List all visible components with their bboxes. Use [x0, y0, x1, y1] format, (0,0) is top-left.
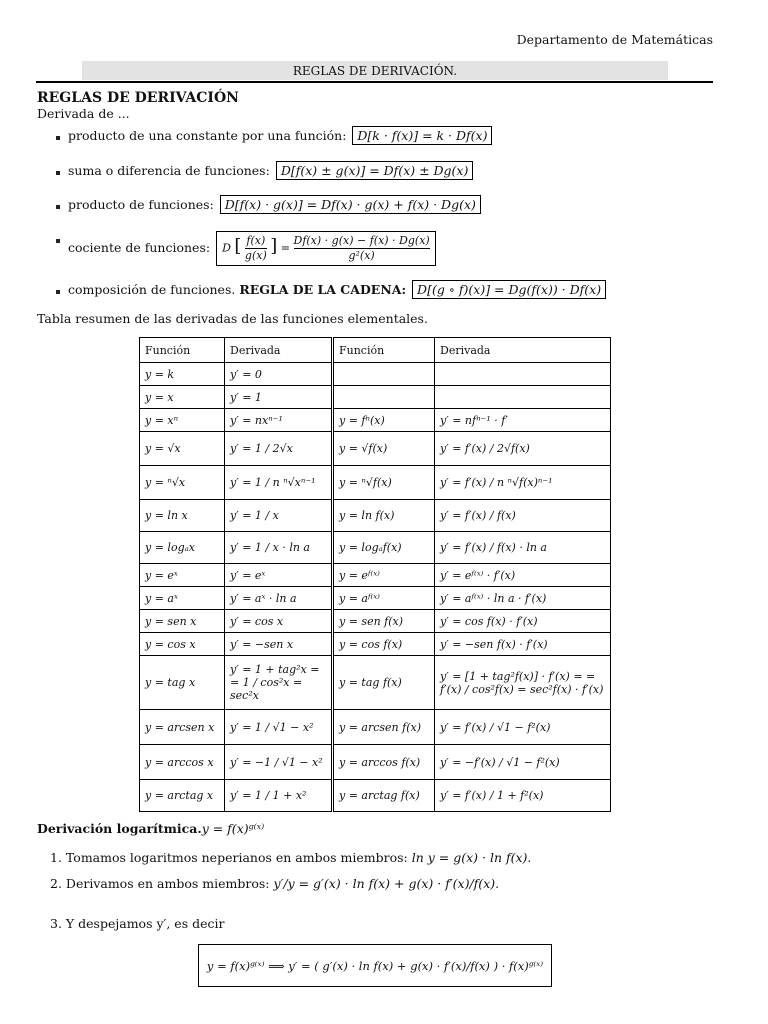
table-cell: y = sen x	[140, 610, 225, 633]
rule-quotient	[56, 231, 436, 266]
table-cell	[435, 386, 611, 409]
rule-label: cociente de funciones:	[68, 240, 211, 255]
table-header-cell: Función	[333, 338, 435, 363]
table-row	[140, 745, 611, 780]
table-row	[140, 656, 611, 710]
table-cell: y = ⁿ√f(x)	[333, 466, 435, 500]
table-cell: y′ = aˣ · ln a	[225, 587, 333, 610]
rule-label: composición de funciones.	[68, 282, 236, 297]
derivatives-table	[139, 337, 611, 812]
rule-formula: D[k · f(x)] = k · Df(x)	[352, 126, 492, 145]
rule-formula: D [ $\frac{f(x)}{g(x)}$ ] = $\frac{Df(x) \cdot g(x) - f(x) \cdot Dg(x)}{\text{g²(x)}}$	[216, 231, 436, 266]
table-cell: y′ = 1 + tag²x = = 1 / cos²x = sec²x	[225, 656, 333, 710]
step-2: 2. Derivamos en ambos miembros: y′/y = g′(x) · ln f(x) + g(x) · f′(x)/f(x).	[50, 876, 500, 891]
table-row	[140, 587, 611, 610]
rule-chain	[56, 282, 606, 297]
rule-formula: D[(g ∘ f)(x)] = Dg(f(x)) · Df(x)	[412, 280, 606, 299]
rule-formula: D[f(x) · g(x)] = Df(x) · g(x) + f(x) · Dg(x)	[220, 195, 481, 214]
table-cell: y′ = nfⁿ⁻¹ · f′	[435, 409, 611, 432]
table-cell: y = tag f(x)	[333, 656, 435, 710]
table-cell: y′ = f′(x) / n ⁿ√f(x)ⁿ⁻¹	[435, 466, 611, 500]
table-cell: y = logₐf(x)	[333, 532, 435, 564]
table-cell: y′ = −sen f(x) · f′(x)	[435, 633, 611, 656]
table-cell: y′ = −f′(x) / √1 − f²(x)	[435, 745, 611, 780]
table-header-row	[140, 338, 611, 363]
rule-label: producto de una constante por una función:	[68, 128, 347, 143]
table-row	[140, 633, 611, 656]
table-cell: y′ = cos x	[225, 610, 333, 633]
table-header-cell: Función	[140, 338, 225, 363]
table-cell: y = fⁿ(x)	[333, 409, 435, 432]
table-cell: y = arccos x	[140, 745, 225, 780]
document-title-bar: REGLAS DE DERIVACIÓN.	[82, 61, 668, 80]
table-cell: y = √x	[140, 432, 225, 466]
table-row	[140, 363, 611, 386]
table-row	[140, 409, 611, 432]
table-row	[140, 564, 611, 587]
table-cell: y = k	[140, 363, 225, 386]
final-formula-box: y = f(x)ᵍ⁽ˣ⁾ ⟹ y′ = ( g′(x) · ln f(x) + g(x) · f′(x)/f(x) ) · f(x)ᵍ⁽ˣ⁾	[198, 944, 552, 987]
table-row	[140, 710, 611, 745]
table-row	[140, 610, 611, 633]
rule-label: producto de funciones:	[68, 197, 214, 212]
table-row	[140, 432, 611, 466]
table-cell: y′ = f′(x) / f(x) · ln a	[435, 532, 611, 564]
table-cell: y = aᶠ⁽ˣ⁾	[333, 587, 435, 610]
table-cell: y = x	[140, 386, 225, 409]
header-rule	[36, 81, 713, 83]
table-cell	[333, 386, 435, 409]
table-cell: y′ = 1	[225, 386, 333, 409]
table-cell	[435, 363, 611, 386]
step-3: 3. Y despejamos y′, es decir	[50, 916, 225, 931]
table-cell: y = arcsen x	[140, 710, 225, 745]
table-cell: y′ = [1 + tag²f(x)] · f′(x) = = f′(x) / cos²f(x) = sec²f(x) · f′(x)	[435, 656, 611, 710]
table-cell: y = eˣ	[140, 564, 225, 587]
table-cell: y′ = aᶠ⁽ˣ⁾ · ln a · f′(x)	[435, 587, 611, 610]
table-cell: y′ = 1 / x · ln a	[225, 532, 333, 564]
table-cell: y′ = eˣ	[225, 564, 333, 587]
table-cell: y′ = f′(x) / √1 − f²(x)	[435, 710, 611, 745]
table-cell: y = xⁿ	[140, 409, 225, 432]
table-row	[140, 466, 611, 500]
table-cell	[333, 363, 435, 386]
table-cell: y′ = 1 / x	[225, 500, 333, 532]
table-cell: y′ = 1 / n ⁿ√xⁿ⁻¹	[225, 466, 333, 500]
table-cell: y′ = f′(x) / 1 + f²(x)	[435, 780, 611, 812]
table-cell: y′ = 1 / 2√x	[225, 432, 333, 466]
quotient-rhs: $\frac{Df(x) \cdot g(x) - f(x) \cdot Dg(x)}{\text{g²(x)}}$	[293, 234, 430, 262]
table-cell: y = logₐx	[140, 532, 225, 564]
table-cell: y = arctag x	[140, 780, 225, 812]
table-cell: y = aˣ	[140, 587, 225, 610]
rule-sum-difference	[56, 163, 473, 178]
rule-label: suma o diferencia de funciones:	[68, 163, 270, 178]
table-row	[140, 780, 611, 812]
table-cell: y′ = −sen x	[225, 633, 333, 656]
table-header-cell: Derivada	[225, 338, 333, 363]
table-cell: y = arctag f(x)	[333, 780, 435, 812]
rule-constant-product	[56, 128, 492, 143]
table-cell: y = eᶠ⁽ˣ⁾	[333, 564, 435, 587]
table-cell: y′ = nxⁿ⁻¹	[225, 409, 333, 432]
table-cell: y = arccos f(x)	[333, 745, 435, 780]
section-title: REGLAS DE DERIVACIÓN	[37, 90, 239, 106]
table-intro: Tabla resumen de las derivadas de las funciones elementales.	[37, 311, 428, 326]
rule-formula: D[f(x) ± g(x)] = Df(x) ± Dg(x)	[276, 161, 474, 180]
rule-label-bold: REGLA DE LA CADENA:	[239, 282, 407, 297]
table-cell: y = ln f(x)	[333, 500, 435, 532]
step-1: 1. Tomamos logaritmos neperianos en ambos miembros: ln y = g(x) · ln f(x).	[50, 850, 532, 865]
table-cell: y = ⁿ√x	[140, 466, 225, 500]
table-cell: y′ = eᶠ⁽ˣ⁾ · f′(x)	[435, 564, 611, 587]
quotient-lhs: $\frac{f(x)}{g(x)}$	[244, 234, 267, 262]
formula-prefix: D	[222, 241, 231, 255]
table-cell: y′ = f′(x) / f(x)	[435, 500, 611, 532]
table-row	[140, 500, 611, 532]
table-header-cell: Derivada	[435, 338, 611, 363]
log-derivation-title: Derivación logarítmica.y = f(x)ᵍ⁽ˣ⁾	[37, 821, 265, 836]
table-row	[140, 532, 611, 564]
table-cell: y = √f(x)	[333, 432, 435, 466]
table-cell: y = ln x	[140, 500, 225, 532]
department-header: Departamento de Matemáticas	[516, 32, 713, 47]
table-cell: y = sen f(x)	[333, 610, 435, 633]
table-cell: y′ = 0	[225, 363, 333, 386]
table-cell: y′ = 1 / √1 − x²	[225, 710, 333, 745]
table-cell: y = cos f(x)	[333, 633, 435, 656]
table-row	[140, 386, 611, 409]
rule-product	[56, 197, 481, 212]
table-cell: y = cos x	[140, 633, 225, 656]
table-cell: y′ = cos f(x) · f′(x)	[435, 610, 611, 633]
table-cell: y′ = f′(x) / 2√f(x)	[435, 432, 611, 466]
section-subtitle: Derivada de ...	[37, 106, 130, 121]
table-cell: y′ = 1 / 1 + x²	[225, 780, 333, 812]
table-cell: y = tag x	[140, 656, 225, 710]
table-cell: y′ = −1 / √1 − x²	[225, 745, 333, 780]
table-cell: y = arcsen f(x)	[333, 710, 435, 745]
